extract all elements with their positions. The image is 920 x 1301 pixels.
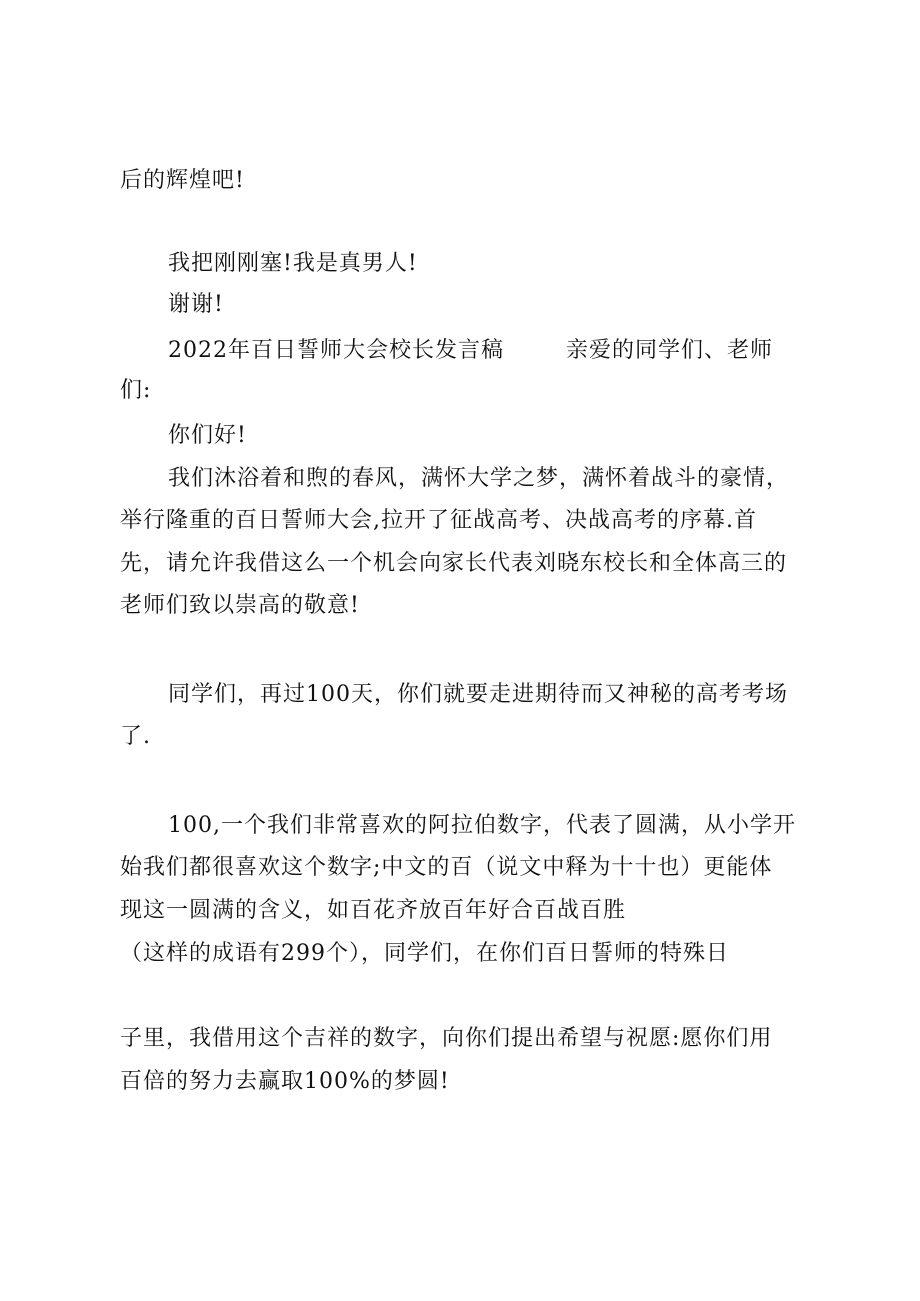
text-line-2: 我把刚刚塞!我是真男人! [168,251,418,276]
text-line-16: （这样的成语有299个），同学们，在你们百日誓师的特殊日 [120,941,729,966]
text-line-12: 了. [120,724,151,749]
text-line-17: 子里，我借用这个吉祥的数字，向你们提出希望与祝愿:愿你们用 [120,1026,773,1051]
speech-title: 2022年百日誓师大会校长发言稿 [168,338,504,363]
text-line-3: 谢谢! [168,292,224,317]
text-line-18: 百倍的努力去赢取100%的梦圆! [120,1069,450,1094]
text-line-10: 老师们致以崇高的敬意! [120,593,360,618]
text-line-1: 后的辉煌吧! [120,168,245,193]
text-line-5: 们: [120,378,152,403]
text-line-14: 始我们都很喜欢这个数字;中文的百（说文中释为十十也）更能体 [120,855,773,880]
text-line-15: 现这一圆满的含义，如百花齐放百年好合百战百胜 [120,898,627,923]
text-line-11: 同学们，再过100天，你们就要走进期待而又神秘的高考考场 [168,682,788,707]
text-line-9: 先，请允许我借这么一个机会向家长代表刘晓东校长和全体高三的 [120,551,788,576]
salutation-start: 亲爱的同学们、老师 [566,338,774,363]
text-line-6: 你们好! [168,423,247,448]
text-line-13: 100,一个我们非常喜欢的阿拉伯数字，代表了圆满，从小学开 [168,813,796,838]
text-line-4 [0,336,920,366]
text-line-8: 举行隆重的百日誓师大会,拉开了征战高考、决战高考的序幕.首 [120,508,757,533]
text-line-7: 我们沐浴着和煦的春风，满怀大学之梦，满怀着战斗的豪情， [168,466,790,491]
